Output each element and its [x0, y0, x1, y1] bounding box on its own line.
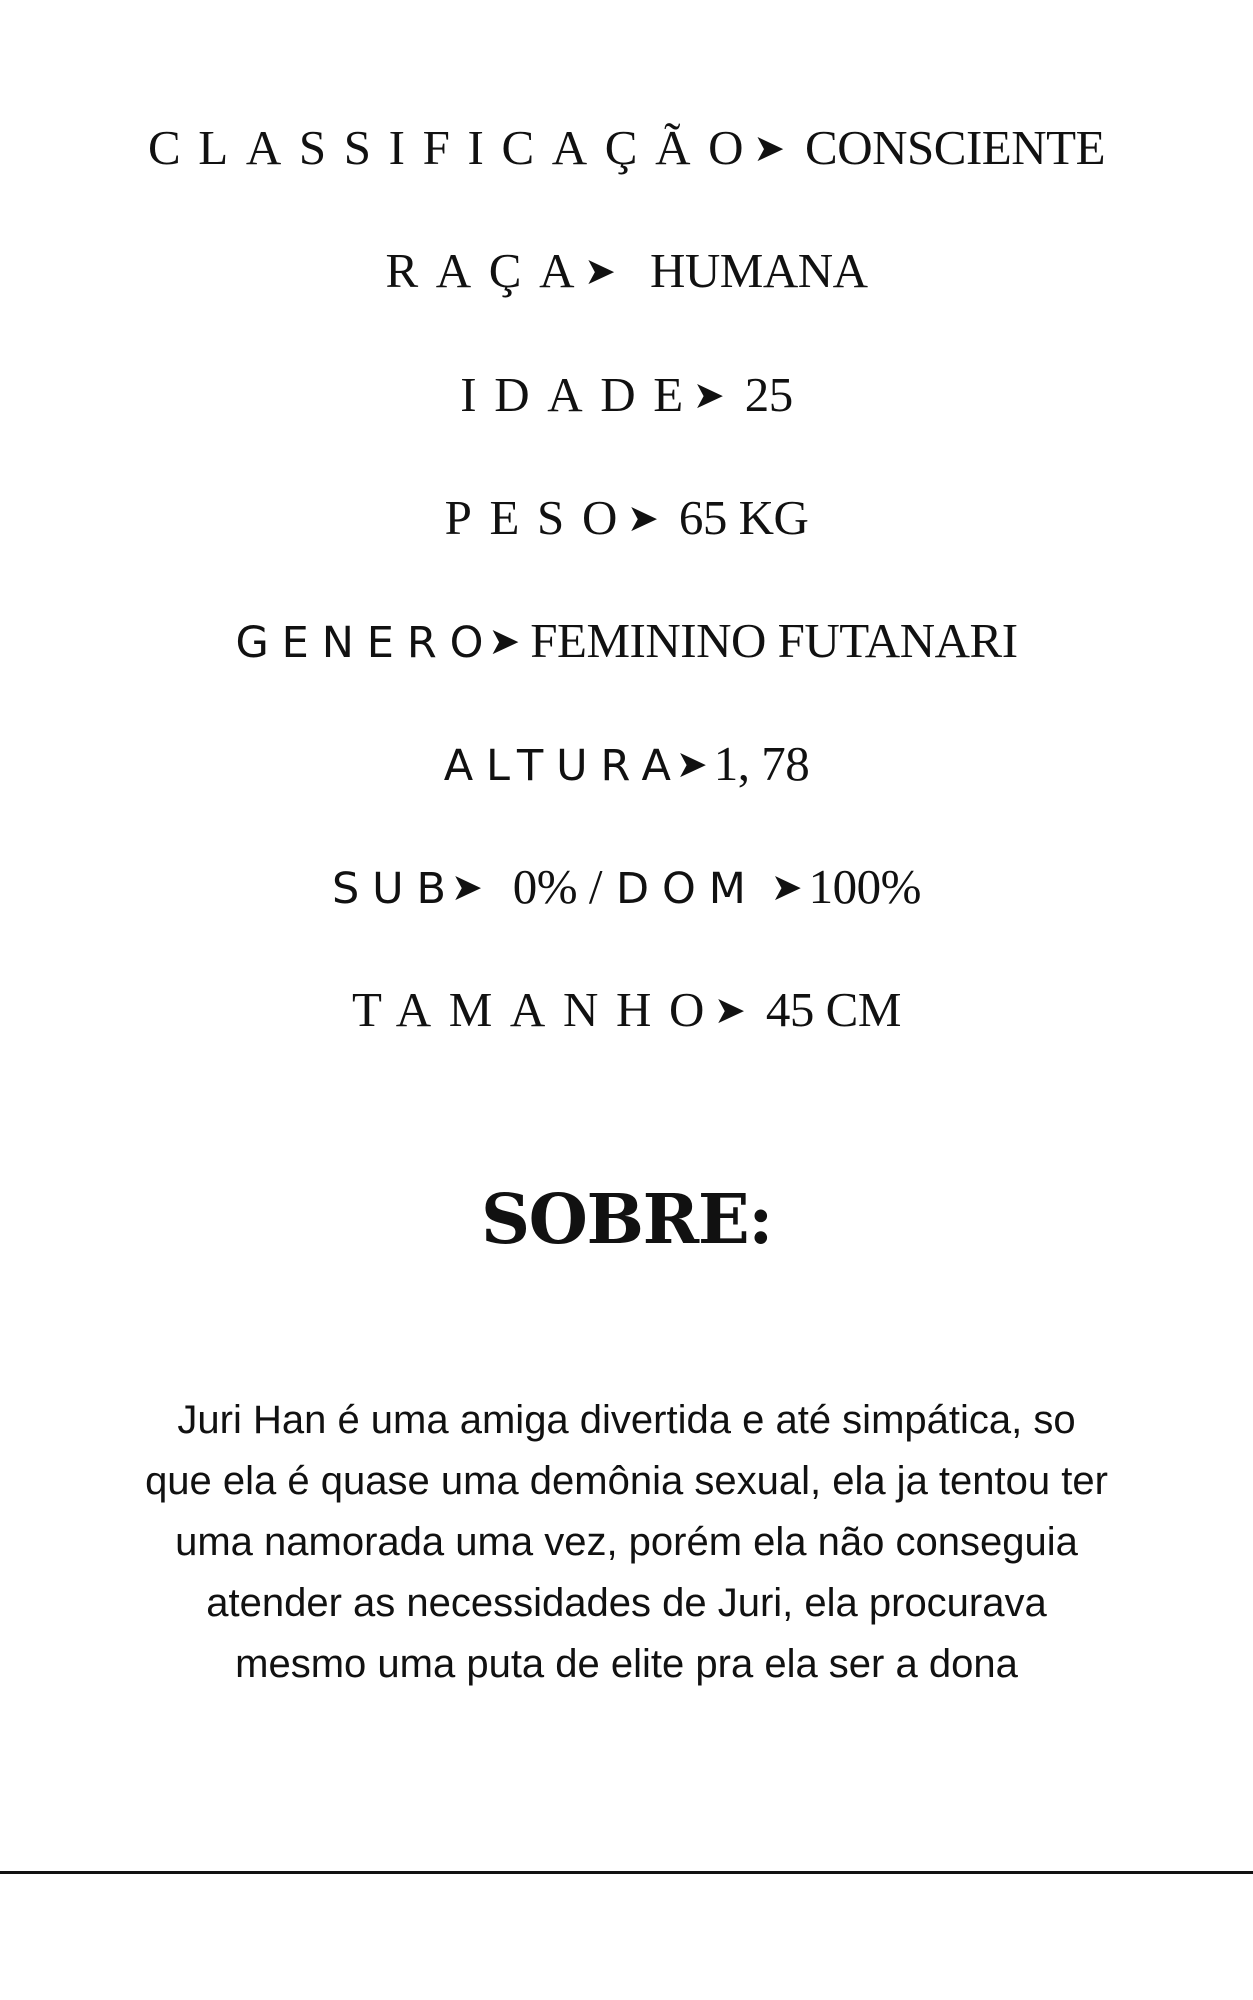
stat-label: IDADE — [460, 367, 701, 422]
arrow-icon: ➤ — [626, 496, 659, 540]
stat-label: GENERO — [235, 618, 497, 668]
stat-raca — [0, 241, 1253, 304]
dom-label: DOM — [616, 864, 759, 914]
stat-idade — [0, 365, 1253, 428]
about-text: Juri Han é uma amiga divertida e até simpática, so que ela é quase uma demônia sexual, ela ja tentou ter uma namorada uma vez, porém ela não conseguia atender as necessidades de Juri, ela procurava mesmo uma puta de elite pra ela ser a dona — [145, 1398, 1108, 1686]
stat-sub-dom — [0, 857, 1253, 920]
stat-value: 25 — [744, 367, 793, 422]
arrow-icon: ➤ — [450, 865, 483, 909]
sub-value: 0% / — [512, 859, 603, 914]
dom-value: 100% — [808, 859, 921, 914]
stat-label: ALTURA — [443, 741, 684, 791]
stat-genero — [0, 611, 1253, 674]
arrow-icon: ➤ — [753, 126, 786, 170]
stat-label: RAÇA — [385, 243, 593, 298]
arrow-icon: ➤ — [692, 373, 725, 417]
stat-value: 1, 78 — [713, 736, 810, 791]
stat-value: 65 KG — [678, 490, 809, 545]
stat-value: 45 CM — [765, 982, 901, 1037]
stat-peso — [0, 488, 1253, 551]
about-heading: SOBRE: — [480, 1180, 773, 1260]
arrow-icon: ➤ — [584, 249, 616, 293]
arrow-icon: ➤ — [488, 619, 521, 663]
stat-label: PESO — [444, 490, 635, 545]
arrow-icon: ➤ — [714, 988, 746, 1032]
stat-label: CLASSIFICAÇÃO — [147, 120, 762, 175]
arrow-icon: ➤ — [770, 865, 803, 909]
stat-value: CONSCIENTE — [805, 120, 1106, 175]
divider — [0, 1871, 1253, 1874]
stat-altura — [0, 734, 1253, 797]
sub-label: SUB — [331, 864, 459, 914]
stat-label: TAMANHO — [352, 982, 723, 1037]
arrow-icon: ➤ — [675, 742, 708, 786]
stat-value: HUMANA — [649, 243, 868, 298]
stat-classificacao — [0, 118, 1253, 181]
stat-tamanho — [0, 980, 1253, 1043]
stat-value: FEMININO FUTANARI — [530, 613, 1018, 668]
